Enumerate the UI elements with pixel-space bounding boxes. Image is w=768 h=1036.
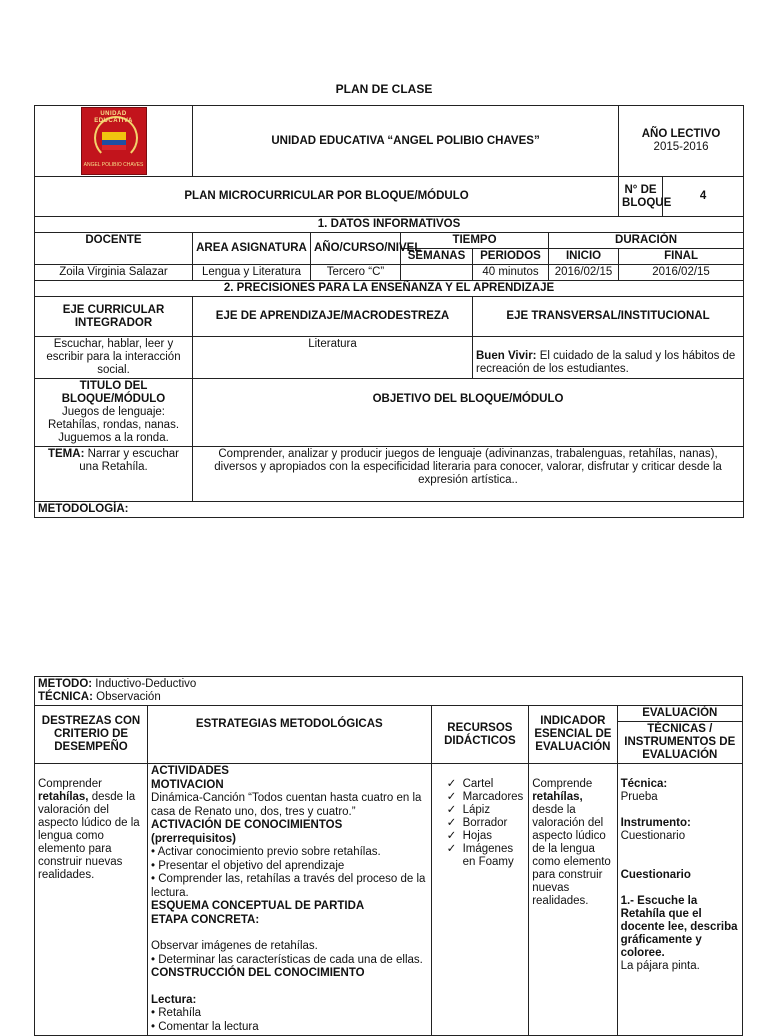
tema-cell: TEMA: Narrar y escuchar una Retahíla.	[35, 447, 193, 502]
logo-cell	[35, 106, 193, 177]
metodo-cell: METODO: Inductivo-Deductivo TÉCNICA: Observación	[35, 677, 743, 706]
list-item: ✓ Hojas	[446, 830, 492, 842]
eje-aprendizaje-label: EJE DE APRENDIZAJE/MACRODESTREZA	[193, 297, 473, 337]
col-indicador: INDICADOR ESENCIAL DE EVALUACIÓN	[529, 706, 617, 764]
duracion-label: DURACIÓN	[549, 233, 744, 249]
check-icon: ✓	[446, 804, 457, 816]
final-label: FINAL	[619, 249, 744, 265]
tiempo-label: TIEMPO	[401, 233, 549, 249]
block-value: 4	[663, 177, 744, 217]
anio-value: Tercero “C”	[311, 265, 401, 281]
check-icon: ✓	[446, 791, 457, 803]
final-value: 2016/02/15	[619, 265, 744, 281]
evaluacion-cell: Técnica: Prueba Instrumento: Cuestionario Cuestionario 1.- Escuche la Retahíla que el docente lee, describa gráficamente y coloree. La pájara pinta.	[617, 764, 742, 1036]
list-item: ✓ Imágenes en Foamy	[446, 843, 514, 868]
eje-curricular-label: EJE CURRICULAR INTEGRADOR	[35, 297, 193, 337]
plan-label: PLAN MICROCURRICULAR POR BLOQUE/MÓDULO	[35, 177, 619, 217]
check-icon: ✓	[446, 778, 457, 790]
semanas-label: SEMANAS	[401, 249, 473, 265]
section2-title: 2. PRECISIONES PARA LA ENSEÑANZA Y EL APRENDIZAJE	[35, 281, 744, 297]
school-name: UNIDAD EDUCATIVA “ANGEL POLIBIO CHAVES”	[193, 106, 619, 177]
col-tecnicas: TÉCNICAS / INSTRUMENTOS DE EVALUACIÓN	[617, 722, 742, 764]
check-icon: ✓	[446, 817, 457, 829]
list-item: ✓ Marcadores	[446, 791, 524, 803]
col-evaluacion: EVALUACIÓN	[617, 706, 742, 722]
docente-label: DOCENTE	[35, 233, 193, 265]
metodologia-label: METODOLOGÍA:	[35, 502, 744, 518]
anio-label: AÑO/CURSO/NIVEL	[311, 233, 401, 265]
inicio-label: INICIO	[549, 249, 619, 265]
inicio-value: 2016/02/15	[549, 265, 619, 281]
check-icon: ✓	[446, 830, 457, 842]
titulo-bloque-cell: TITULO DEL BLOQUE/MÓDULO Juegos de lenguaje: Retahílas, rondas, nanas. Juguemos a la ronda.	[35, 379, 193, 447]
col-recursos: RECURSOS DIDÁCTICOS	[431, 706, 529, 764]
area-value: Lengua y Literatura	[193, 265, 311, 281]
col-estrategias: ESTRATEGIAS METODOLÓGICAS	[148, 706, 432, 764]
list-item: ✓ Borrador	[446, 817, 508, 829]
methodology-table	[34, 676, 743, 1036]
school-year: AÑO LECTIVO 2015-2016	[619, 106, 744, 177]
eje-aprendizaje-value: Literatura	[193, 337, 473, 379]
semanas-value	[401, 265, 473, 281]
page-title: PLAN DE CLASE	[335, 82, 433, 96]
objetivo-value: Comprender, analizar y producir juegos de lenguaje (adivinanzas, trabalenguas, retahílas, nanas), diversos y apropiados con la especificidad literaria para conocer, valorar, disfrutar y criticar desde la expresión artística..	[193, 447, 744, 502]
block-label: N° DE BLOQUE	[619, 177, 663, 217]
estrategias-cell: ACTIVIDADES MOTIVACION Dinámica-Canción “Todos cuentan hasta cuatro en la casa de Renato uno, dos, tres y cuatro.” ACTIVACIÓN DE CONOCIMIENTOS (prerrequisitos) • Activar conocimiento previo sobre retahílas. • Presentar el objetivo del aprendizaje • Comprender las, retahílas a través del proceso de la lectura. ESQUEMA CONCEPTUAL DE PARTIDA ETAPA CONCRETA: Observar imágenes de retahílas. • Determinar las características de cada una de ellas. CONSTRUCCIÓN DEL CONOCIMIENTO Lectura: • Retahíla • Comentar la lectura	[148, 764, 432, 1036]
indicador-cell: Comprende retahílas, desde la valoración del aspecto lúdico de la lengua como elemento para construir nuevas realidades.	[529, 764, 617, 1036]
list-item: ✓ Cartel	[446, 778, 494, 790]
plan-header-table	[34, 105, 744, 518]
objetivo-label: OBJETIVO DEL BLOQUE/MÓDULO	[193, 379, 744, 447]
section1-title: 1. DATOS INFORMATIVOS	[35, 217, 744, 233]
eje-transversal-label: EJE TRANSVERSAL/INSTITUCIONAL	[473, 297, 744, 337]
destreza-cell: Comprender retahílas, desde la valoración del aspecto lúdico de la lengua como elemento para construir nuevas realidades.	[35, 764, 148, 1036]
periodos-value: 40 minutos	[473, 265, 549, 281]
periodos-label: PERIODOS	[473, 249, 549, 265]
area-label: AREA ASIGNATURA	[193, 233, 311, 265]
list-item: ✓ Lápiz	[446, 804, 491, 816]
recursos-cell	[431, 764, 529, 1036]
check-icon: ✓	[446, 843, 457, 855]
docente-value: Zoila Virginia Salazar	[35, 265, 193, 281]
eje-transversal-value: Buen Vivir: El cuidado de la salud y los hábitos de recreación de los estudiantes.	[473, 337, 744, 379]
col-destrezas: DESTREZAS CON CRITERIO DE DESEMPEÑO	[35, 706, 148, 764]
school-logo: UNIDAD EDUCATIVA ANGEL POLIBIO CHAVES	[81, 107, 147, 175]
eje-curricular-value: Escuchar, hablar, leer y escribir para la interacción social.	[35, 337, 193, 379]
